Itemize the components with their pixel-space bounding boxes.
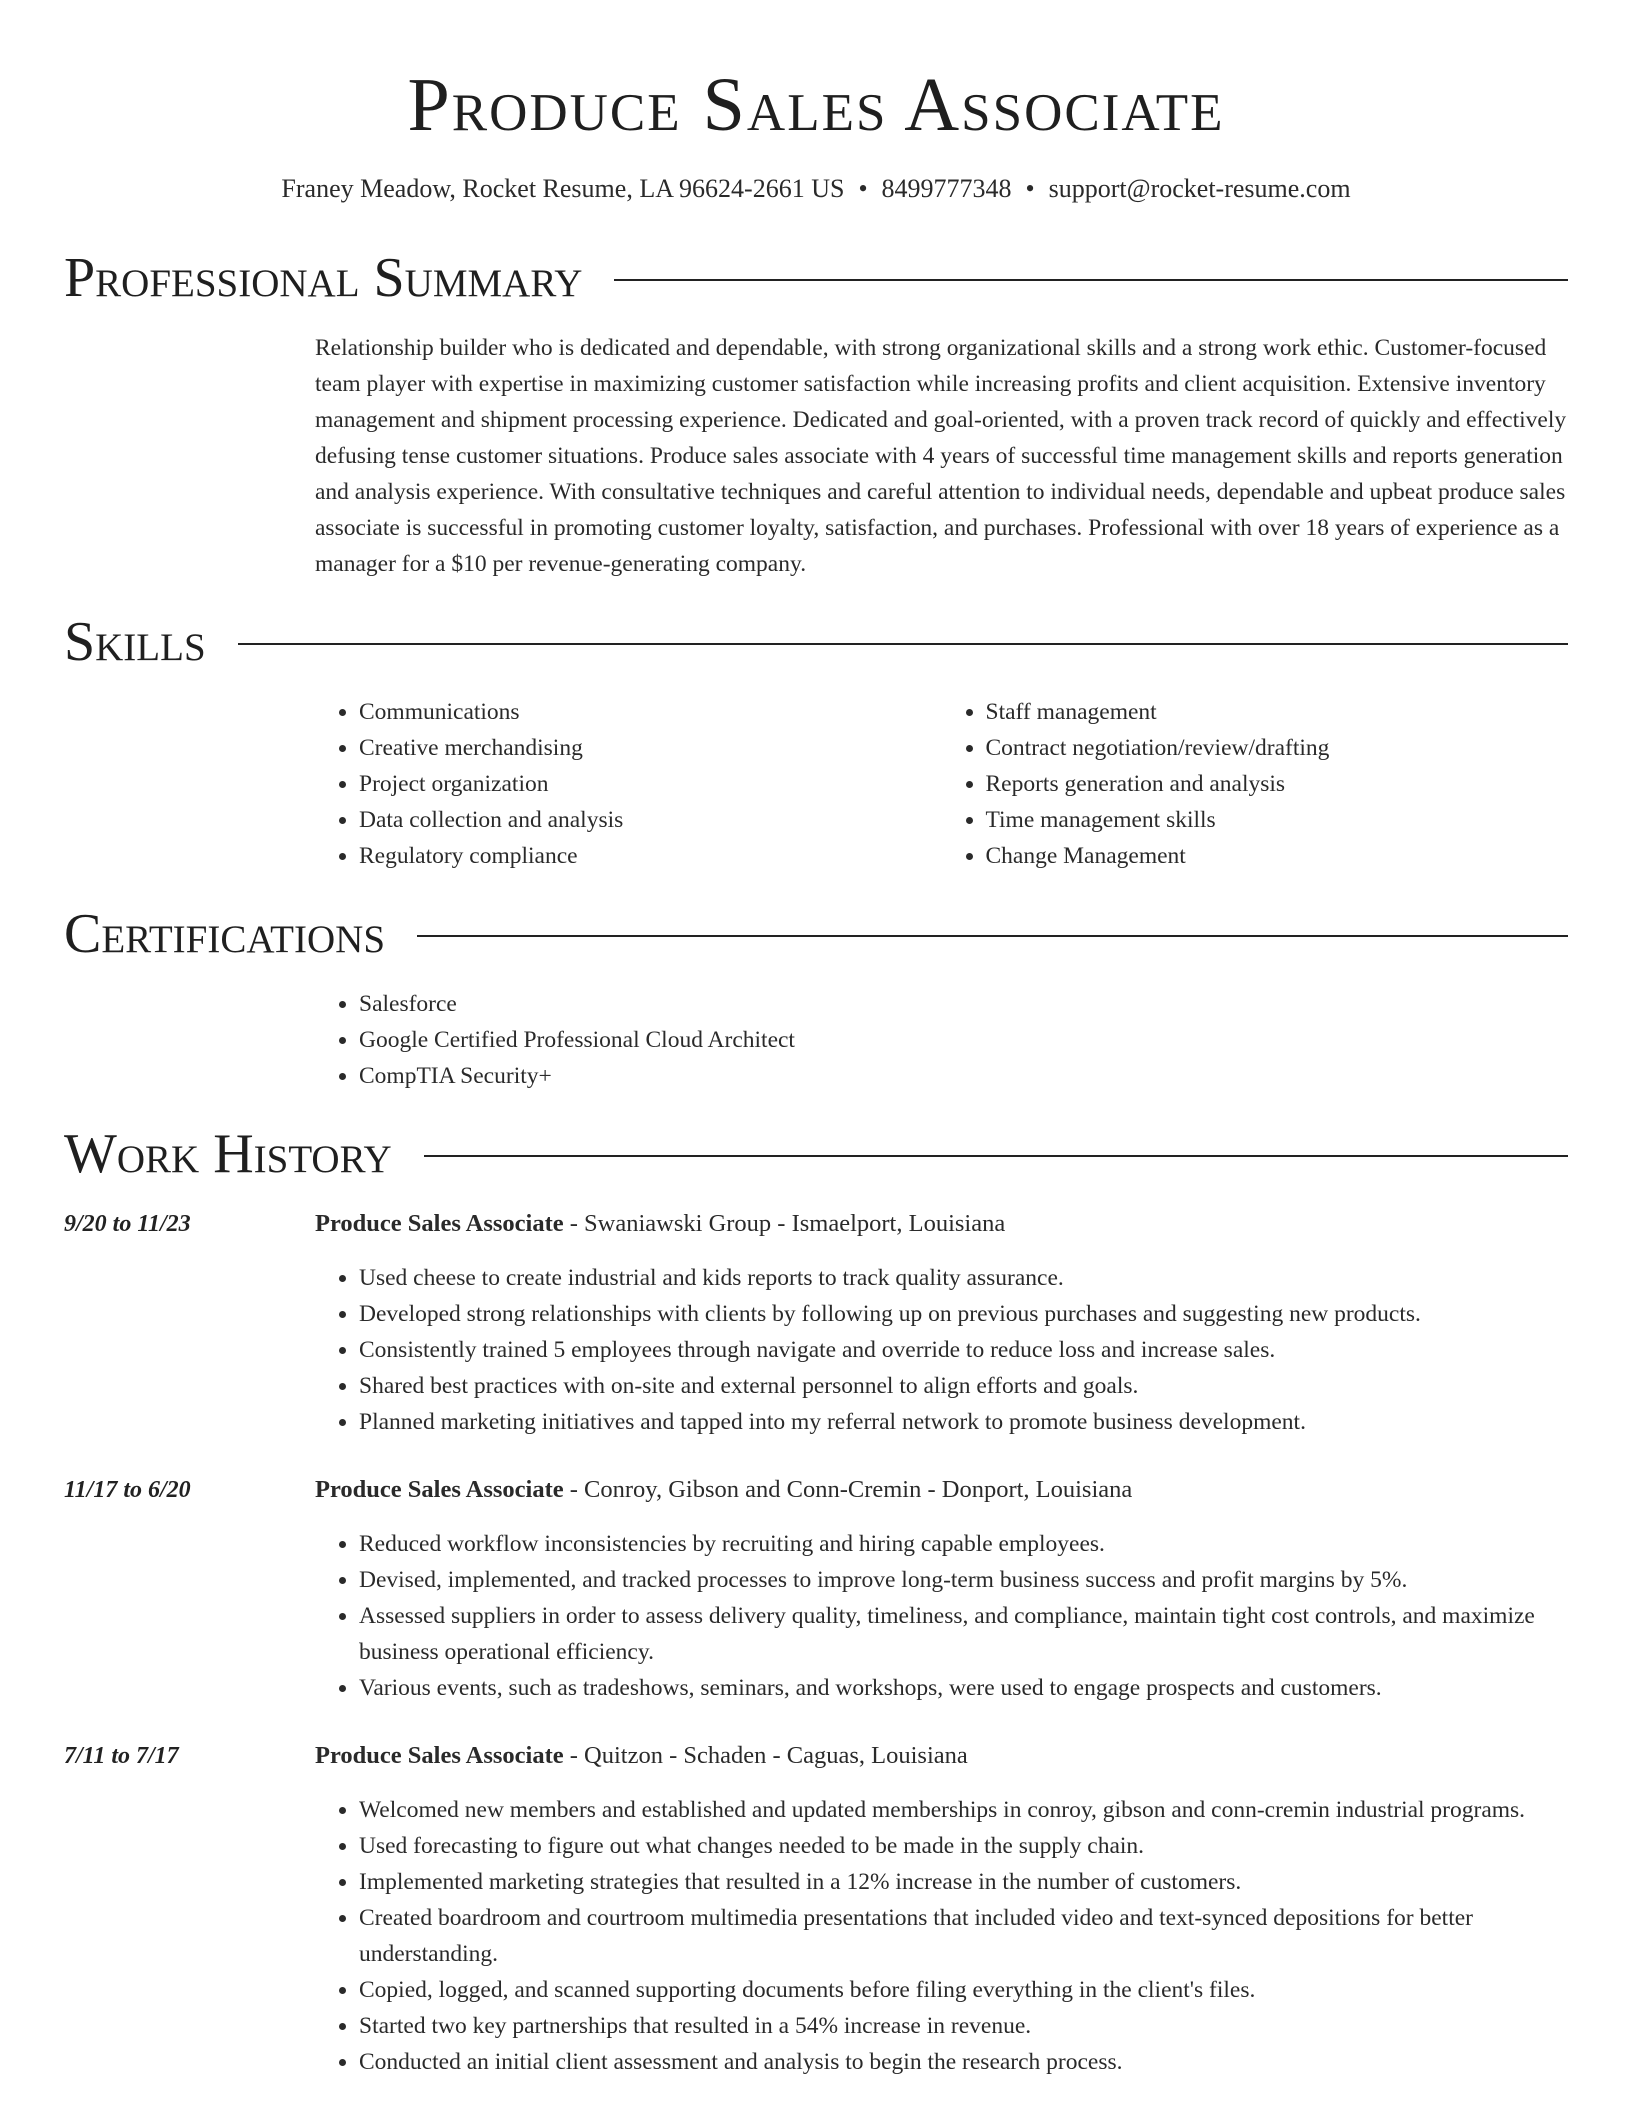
skills-grid: [315, 694, 1568, 874]
job-title: Produce Sales Associate: [315, 1476, 564, 1503]
skills-heading: Skills: [64, 611, 206, 673]
job-bullets: [315, 1792, 1568, 2080]
job-title-line: [315, 1206, 1568, 1242]
job-bullet: • Used forecasting to figure out what changes needed to be made in the supply chain.: [359, 1828, 1568, 1864]
certifications-block: [315, 986, 1568, 1094]
job-bullets: [315, 1526, 1568, 1706]
skill-item: • Contract negotiation/review/drafting: [986, 730, 1569, 766]
job-bullet: • Started two key partnerships that resulted in a 54% increase in revenue.: [359, 2008, 1568, 2044]
job-bullets: [315, 1260, 1568, 1440]
skills-section-header: [64, 610, 1568, 674]
certification-item: • CompTIA Security+: [359, 1058, 1568, 1094]
skill-item: • Communications: [359, 694, 942, 730]
job-title: Produce Sales Associate: [315, 1210, 564, 1237]
skill-item: • Creative merchandising: [359, 730, 942, 766]
skills-list-left: [315, 694, 942, 874]
contact-line: [64, 172, 1568, 206]
contact-email: support@rocket-resume.com: [1048, 174, 1351, 203]
certifications-section-header: [64, 902, 1568, 966]
job-entry: [64, 1206, 1568, 1440]
skill-item: • Project organization: [359, 766, 942, 802]
job-bullet: • Welcomed new members and established and updated memberships in conroy, gibson and conn-cremin industrial programs.: [359, 1792, 1568, 1828]
job-bullet: • Copied, logged, and scanned supporting documents before filing everything in the client's files.: [359, 1972, 1568, 2008]
summary-text: Relationship builder who is dedicated and dependable, with strong organizational skills and a strong work ethic. Customer-focused team player with expertise in maximizing customer satisfaction while increasing profits and client acquisition. Extensive inventory management and shipment processing experience. Dedicated and goal-oriented, with a proven track record of quickly and effectively defusing tense customer situations. Produce sales associate with 4 years of successful time management skills and reports generation and analysis experience. With consultative techniques and careful attention to individual needs, dependable and upbeat produce sales associate is successful in promoting customer loyalty, satisfaction, and purchases. Professional with over 18 years of experience as a manager for a $10 per revenue-generating company.: [315, 335, 1567, 577]
section-divider: [424, 1155, 1568, 1157]
skill-item: • Regulatory compliance: [359, 838, 942, 874]
job-bullet: • Used cheese to create industrial and kids reports to track quality assurance.: [359, 1260, 1568, 1296]
certifications-heading: Certifications: [64, 903, 386, 965]
page-title: Produce Sales Associate: [407, 63, 1225, 147]
job-bullet: • Planned marketing initiatives and tapped into my referral network to promote business development.: [359, 1404, 1568, 1440]
work-history-section-header: [64, 1122, 1568, 1186]
job-title-line: [315, 1738, 1568, 1774]
certification-item: • Salesforce: [359, 986, 1568, 1022]
job-entry: [64, 1738, 1568, 2080]
skill-item: • Data collection and analysis: [359, 802, 942, 838]
contact-separator: •: [858, 174, 868, 203]
job-dates: 11/17 to 6/20: [64, 1477, 191, 1503]
job-bullet: • Created boardroom and courtroom multimedia presentations that included video and text-synced depositions for better understanding.: [359, 1900, 1568, 1972]
skill-item: • Staff management: [986, 694, 1569, 730]
job-bullet: • Shared best practices with on-site and external personnel to align efforts and goals.: [359, 1368, 1568, 1404]
section-divider: [614, 279, 1568, 281]
job-bullet: • Reduced workflow inconsistencies by recruiting and hiring capable employees.: [359, 1526, 1568, 1562]
skills-list-right: [942, 694, 1569, 874]
job-bullet: • Developed strong relationships with clients by following up on previous purchases and suggesting new products.: [359, 1296, 1568, 1332]
certification-item: • Google Certified Professional Cloud Architect: [359, 1022, 1568, 1058]
contact-separator: •: [1025, 174, 1035, 203]
skill-item: • Reports generation and analysis: [986, 766, 1569, 802]
certifications-list: [315, 986, 1568, 1094]
job-employer: - Quitzon - Schaden - Caguas, Louisiana: [563, 1742, 968, 1769]
job-bullet: • Devised, implemented, and tracked processes to improve long-term business success and profit margins by 5%.: [359, 1562, 1568, 1598]
job-dates: 7/11 to 7/17: [64, 1743, 179, 1769]
job-title: Produce Sales Associate: [315, 1742, 564, 1769]
job-bullet: • Assessed suppliers in order to assess delivery quality, timeliness, and compliance, maintain tight cost controls, and maximize business operational efficiency.: [359, 1598, 1568, 1670]
section-divider: [417, 935, 1568, 937]
work-history-heading: Work History: [64, 1123, 392, 1185]
contact-phone: 8499777348: [881, 174, 1012, 203]
job-dates: 9/20 to 11/23: [64, 1211, 191, 1237]
job-title-line: [315, 1472, 1568, 1508]
job-bullet: • Conducted an initial client assessment and analysis to begin the research process.: [359, 2044, 1568, 2080]
job-bullet: • Consistently trained 5 employees through navigate and override to reduce loss and increase sales.: [359, 1332, 1568, 1368]
job-employer: - Swaniawski Group - Ismaelport, Louisiana: [563, 1210, 1006, 1237]
resume-page: [64, 0, 1568, 2080]
job-entry: [64, 1472, 1568, 1706]
job-employer: - Conroy, Gibson and Conn-Cremin - Donport, Louisiana: [563, 1476, 1133, 1503]
job-bullet: • Implemented marketing strategies that resulted in a 12% increase in the number of customers.: [359, 1864, 1568, 1900]
contact-address: Franey Meadow, Rocket Resume, LA 96624-2661 US: [281, 174, 845, 203]
section-divider: [238, 643, 1568, 645]
skill-item: • Change Management: [986, 838, 1569, 874]
job-bullet: • Various events, such as tradeshows, seminars, and workshops, were used to engage prospects and customers.: [359, 1670, 1568, 1706]
summary-section-header: [64, 246, 1568, 310]
summary-heading: Professional Summary: [64, 247, 583, 309]
skill-item: • Time management skills: [986, 802, 1569, 838]
